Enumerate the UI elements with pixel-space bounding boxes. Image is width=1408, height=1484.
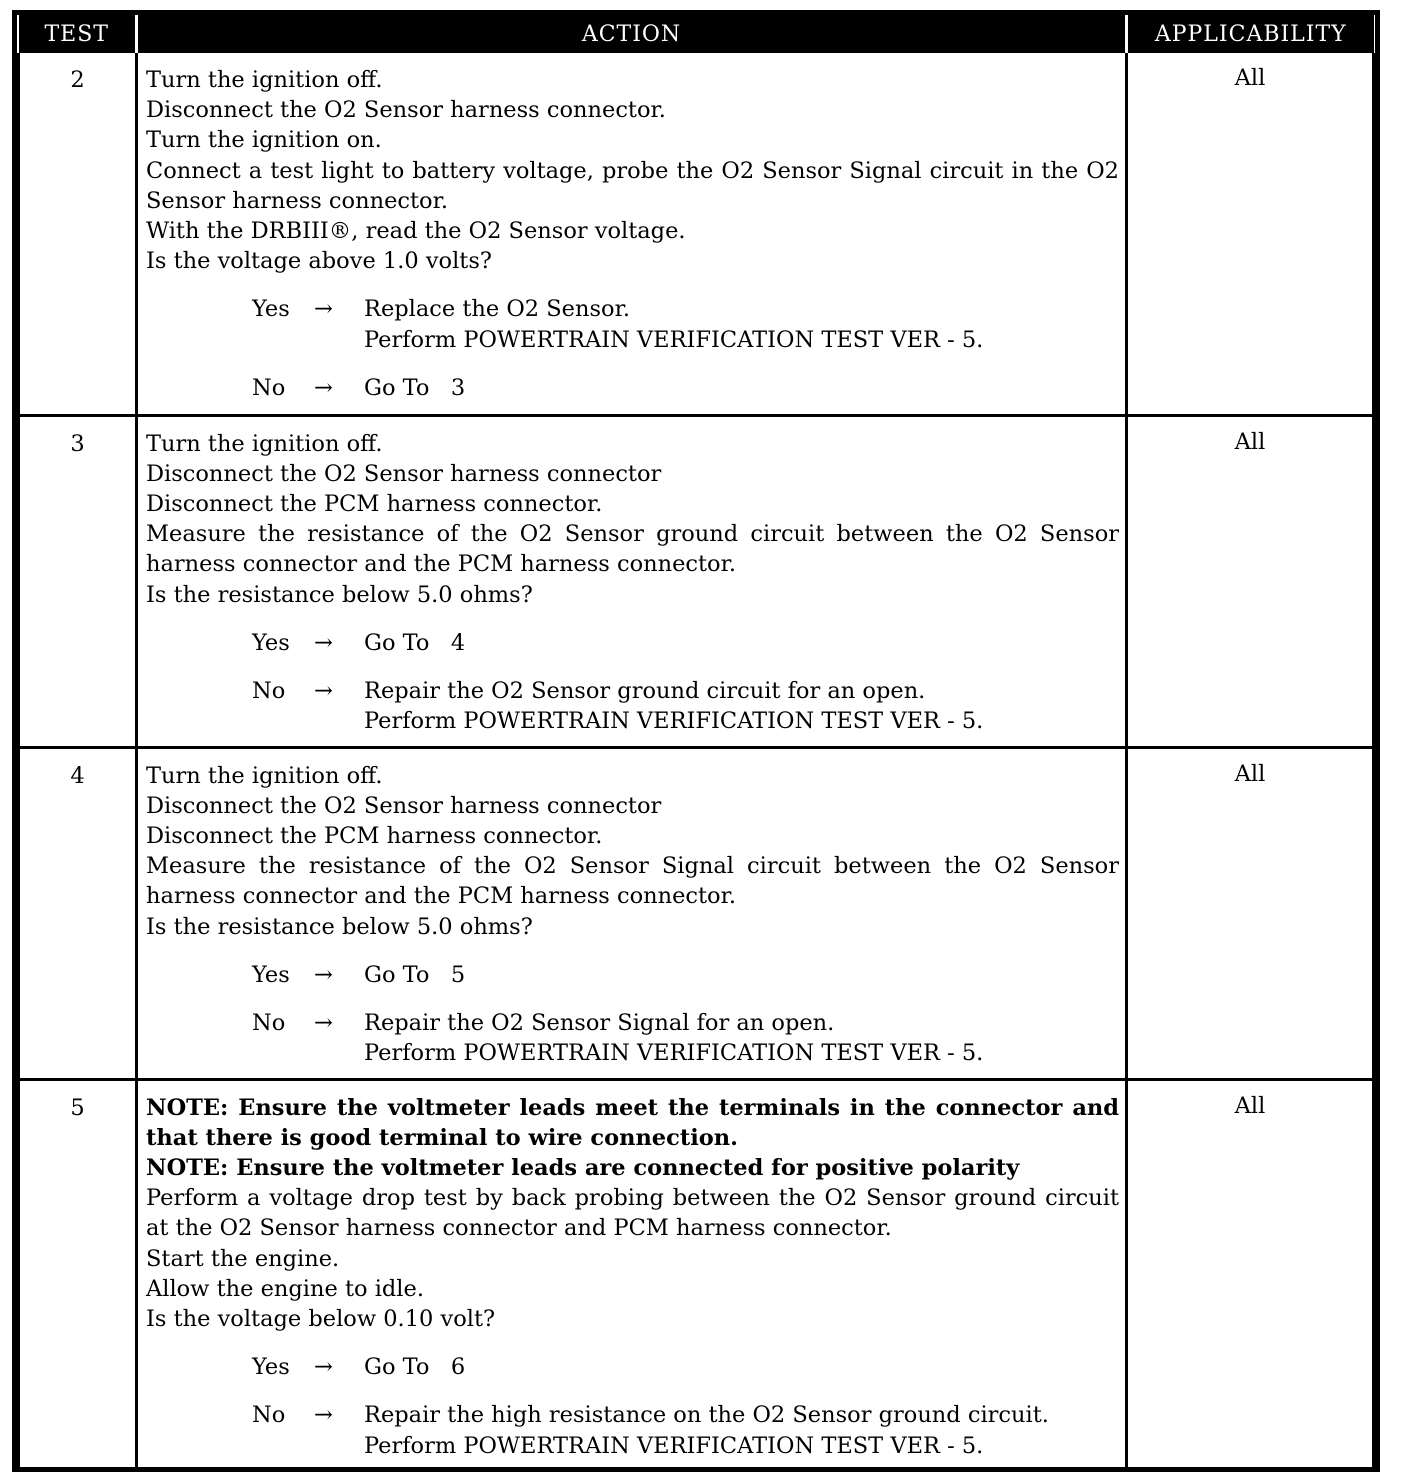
no-result [252, 1400, 1119, 1460]
no-result [252, 676, 1119, 736]
yes-result [252, 960, 1119, 990]
yes-action: Perform POWERTRAIN VERIFICATION TEST VER - 5. [364, 326, 984, 353]
no-label: No [252, 677, 286, 704]
action-cell [137, 53, 1127, 415]
no-action: Perform POWERTRAIN VERIFICATION TEST VER - 5. [364, 1432, 984, 1459]
step: Allow the engine to idle. [146, 1275, 424, 1302]
header-test: TEST [19, 15, 137, 53]
diagnostic-test-table [12, 10, 1380, 1472]
step: Is the voltage below 0.10 volt? [146, 1305, 496, 1332]
step: Turn the ignition off. [146, 430, 383, 457]
no-action: Repair the high resistance on the O2 Sensor ground circuit. [364, 1402, 1049, 1429]
test-number: 5 [19, 1079, 137, 1467]
step: With the DRBIII®, read the O2 Sensor voltage. [146, 218, 686, 245]
step: Disconnect the O2 Sensor harness connector [146, 792, 662, 819]
step: Measure the resistance of the O2 Sensor ground circuit between the O2 Sensor harness connector and the PCM harness connector. [146, 521, 1119, 578]
note: NOTE: Ensure the voltmeter leads meet the terminals in the connector and that there is good terminal to wire connection. [146, 1094, 1119, 1151]
table-row [19, 53, 1374, 415]
step: Turn the ignition off. [146, 67, 383, 93]
applicability-value: All [1127, 415, 1374, 747]
no-label: No [252, 1009, 286, 1036]
step: Start the engine. [146, 1245, 340, 1272]
applicability-value: All [1127, 747, 1374, 1079]
yes-label: Yes [252, 629, 290, 656]
step: Disconnect the O2 Sensor harness connector [146, 460, 662, 487]
table-header-row [19, 15, 1374, 53]
step: Is the resistance below 5.0 ohms? [146, 913, 533, 940]
no-label: No [252, 374, 286, 401]
action-cell [137, 1079, 1127, 1467]
step: Disconnect the PCM harness connector. [146, 822, 603, 849]
header-applicability: APPLICABILITY [1127, 15, 1374, 53]
applicability-value: All [1127, 1079, 1374, 1467]
arrow-right-icon: → [314, 677, 333, 704]
action-cell [137, 747, 1127, 1079]
no-action: Repair the O2 Sensor Signal for an open. [364, 1009, 835, 1036]
yes-result [252, 628, 1119, 658]
step: Perform a voltage drop test by back probing between the O2 Sensor ground circuit at the O2 Sensor harness connector and PCM harness connector. [146, 1185, 1119, 1242]
step: Measure the resistance of the O2 Sensor Signal circuit between the O2 Sensor harness connector and the PCM harness connector. [146, 853, 1119, 910]
test-table [17, 15, 1375, 1467]
yes-result [252, 1352, 1119, 1382]
no-action: Perform POWERTRAIN VERIFICATION TEST VER - 5. [364, 1040, 984, 1067]
test-number: 2 [19, 53, 137, 415]
step: Disconnect the O2 Sensor harness connector. [146, 97, 666, 124]
note: NOTE: Ensure the voltmeter leads are connected for positive polarity [146, 1154, 1020, 1181]
table-row [19, 747, 1374, 1079]
no-action: Perform POWERTRAIN VERIFICATION TEST VER - 5. [364, 708, 984, 735]
yes-action: Replace the O2 Sensor. [364, 296, 631, 323]
step: Connect a test light to battery voltage, probe the O2 Sensor Signal circuit in the O2 Sensor harness connector. [146, 157, 1119, 214]
step: Is the resistance below 5.0 ohms? [146, 581, 533, 608]
no-result [252, 373, 1119, 403]
arrow-right-icon: → [314, 961, 333, 988]
yes-action: Go To 4 [364, 629, 466, 656]
yes-action: Go To 5 [364, 961, 466, 988]
yes-label: Yes [252, 1354, 290, 1381]
step: Turn the ignition off. [146, 762, 383, 789]
action-cell [137, 415, 1127, 747]
table-row [19, 415, 1374, 747]
test-number: 3 [19, 415, 137, 747]
no-action: Repair the O2 Sensor ground circuit for an open. [364, 677, 926, 704]
step: Turn the ignition on. [146, 127, 382, 154]
arrow-right-icon: → [314, 1009, 333, 1036]
no-action: Go To 3 [364, 374, 466, 401]
no-label: No [252, 1402, 286, 1429]
header-action: ACTION [137, 15, 1127, 53]
arrow-right-icon: → [314, 1402, 333, 1429]
step: Disconnect the PCM harness connector. [146, 490, 603, 517]
arrow-right-icon: → [314, 629, 333, 656]
applicability-value: All [1127, 53, 1374, 415]
yes-result [252, 294, 1119, 354]
yes-action: Go To 6 [364, 1354, 466, 1381]
arrow-right-icon: → [314, 374, 333, 401]
no-result [252, 1008, 1119, 1068]
test-number: 4 [19, 747, 137, 1079]
arrow-right-icon: → [314, 296, 333, 323]
step: Is the voltage above 1.0 volts? [146, 248, 492, 275]
yes-label: Yes [252, 961, 290, 988]
arrow-right-icon: → [314, 1354, 333, 1381]
yes-label: Yes [252, 296, 290, 323]
table-row [19, 1079, 1374, 1467]
